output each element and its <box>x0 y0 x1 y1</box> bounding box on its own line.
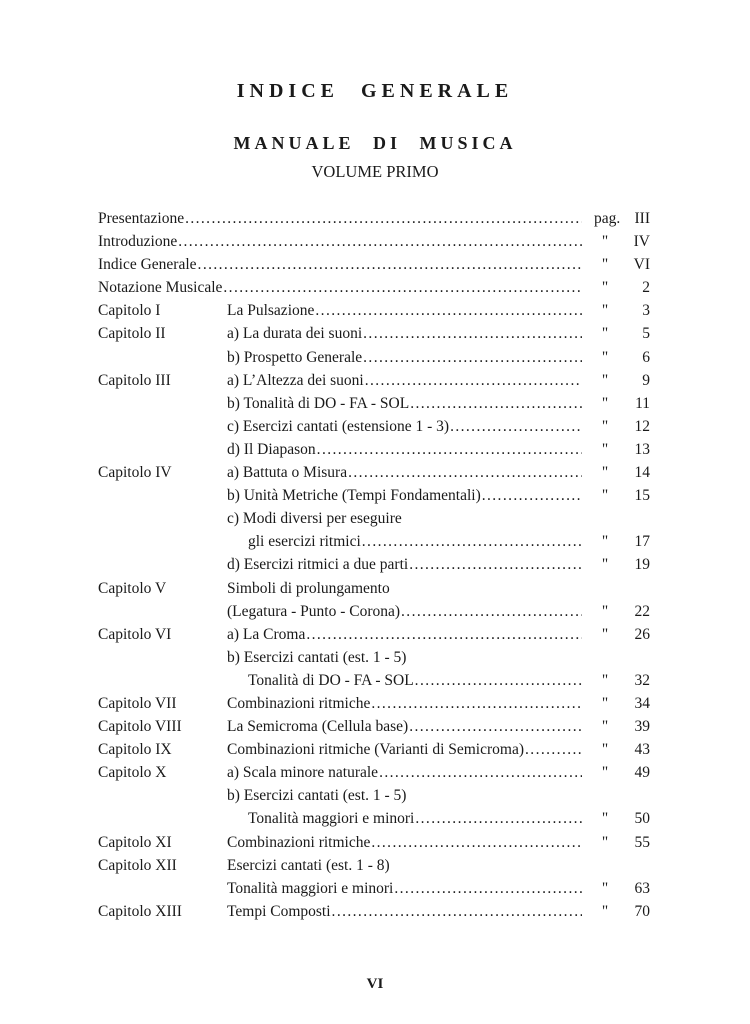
toc-entry-title: Tonalità maggiori e minori <box>227 879 394 897</box>
toc-row <box>0 299 750 322</box>
toc-page-number: 22 <box>634 602 650 620</box>
toc-page-number: 63 <box>634 879 650 897</box>
toc-page-number: 13 <box>634 440 650 458</box>
dot-leader <box>198 253 582 276</box>
toc-page-number: 19 <box>634 556 650 574</box>
toc-row <box>0 623 750 646</box>
toc-entry-title: (Legatura - Punto - Corona) <box>227 602 401 620</box>
toc-page-marker: " <box>601 348 609 366</box>
toc-entry <box>227 646 582 669</box>
toc-entry-title: gli esercizi ritmici <box>248 533 361 551</box>
toc-entry-title: a) La durata dei suoni <box>227 325 363 343</box>
toc-row <box>0 784 750 807</box>
toc-page-number: VI <box>633 256 650 274</box>
toc-page-marker: " <box>601 487 609 505</box>
toc-row <box>0 577 750 600</box>
toc-entry <box>98 230 582 253</box>
toc-entry <box>227 484 582 507</box>
toc-page-number: 32 <box>634 671 650 689</box>
toc-chapter-label: Capitolo VI <box>98 625 172 643</box>
toc-chapter-label: Capitolo XI <box>98 833 172 851</box>
toc-entry <box>227 877 582 900</box>
dot-leader <box>315 299 582 322</box>
toc-page-marker: " <box>601 810 609 828</box>
dot-leader <box>415 669 582 692</box>
toc-chapter-label: Capitolo II <box>98 325 166 343</box>
toc-entry-title: Presentazione <box>98 210 185 227</box>
dot-leader <box>450 415 582 438</box>
toc-row <box>0 553 750 576</box>
toc-entry <box>227 715 582 738</box>
toc-page-marker: " <box>601 602 609 620</box>
toc-entry <box>227 322 582 345</box>
toc-row <box>0 346 750 369</box>
dot-leader <box>401 600 582 623</box>
toc-row <box>0 715 750 738</box>
toc-row <box>0 738 750 761</box>
toc-row <box>0 854 750 877</box>
toc-entry <box>227 623 582 646</box>
toc-row <box>0 230 750 253</box>
toc-row <box>0 322 750 345</box>
toc-page-number: 50 <box>634 810 650 828</box>
toc-entry-title: Combinazioni ritmiche (Varianti di Semicroma) <box>227 741 525 759</box>
toc-row <box>0 669 750 692</box>
dot-leader <box>415 807 582 830</box>
toc-chapter-label: Capitolo XII <box>98 856 177 874</box>
toc-page-number: 55 <box>634 833 650 851</box>
toc-entry <box>227 507 582 530</box>
toc-page-marker: " <box>601 764 609 782</box>
toc-entry <box>227 738 582 761</box>
toc-entry-title: d) Il Diapason <box>227 440 316 458</box>
dot-leader <box>362 530 582 553</box>
toc-row <box>0 900 750 923</box>
toc-page-marker: " <box>601 417 609 435</box>
toc-row <box>0 761 750 784</box>
toc-page-marker: " <box>601 556 609 574</box>
volume-title: VOLUME PRIMO <box>311 162 439 181</box>
manual-title: MANUALE DI MUSICA <box>233 133 517 153</box>
toc-page-marker: " <box>601 371 609 389</box>
toc-entry <box>227 299 582 322</box>
toc-entry-title: d) Esercizi ritmici a due parti <box>227 556 409 574</box>
toc-page-marker: " <box>601 533 609 551</box>
toc-chapter-label: Capitolo V <box>98 579 167 597</box>
toc-row <box>0 877 750 900</box>
toc-entry-title: Notazione Musicale <box>98 279 223 297</box>
toc-entry <box>227 553 582 576</box>
toc-entry <box>227 600 582 623</box>
toc-row <box>0 507 750 530</box>
dot-leader <box>371 692 582 715</box>
toc-page-number: 43 <box>634 741 650 759</box>
toc-chapter-label: Capitolo IV <box>98 464 172 482</box>
toc-entry-title: b) Prospetto Generale <box>227 348 363 366</box>
toc-entry-title: a) L’Altezza dei suoni <box>227 371 364 389</box>
toc-entry <box>227 369 582 392</box>
dot-leader <box>482 484 582 507</box>
toc-row <box>0 646 750 669</box>
toc-page-number: 5 <box>642 325 650 343</box>
toc-chapter-label: Capitolo III <box>98 371 171 389</box>
toc-entry-title: La Pulsazione <box>227 302 315 320</box>
toc-entry <box>227 461 582 484</box>
toc-entry <box>227 415 582 438</box>
toc-entry-title: b) Esercizi cantati (est. 1 - 5) <box>227 648 407 666</box>
toc-page-number: 11 <box>635 394 650 412</box>
toc-page-marker: " <box>601 325 609 343</box>
dot-leader <box>394 877 582 900</box>
toc-page-marker: " <box>601 394 609 412</box>
toc-entry <box>248 807 582 830</box>
dot-leader <box>348 461 582 484</box>
toc-entry <box>227 392 582 415</box>
toc-row <box>0 461 750 484</box>
dot-leader <box>363 346 582 369</box>
toc-entry <box>227 900 582 923</box>
page-title: INDICE GENERALE <box>236 80 514 102</box>
toc-chapter-label: Capitolo I <box>98 302 161 320</box>
toc-entry <box>227 346 582 369</box>
toc-entry <box>248 669 582 692</box>
toc-page-number: III <box>634 210 650 227</box>
toc-entry-title: c) Esercizi cantati (estensione 1 - 3) <box>227 417 450 435</box>
toc-page-marker: " <box>601 233 609 251</box>
toc-entry-title: Esercizi cantati (est. 1 - 8) <box>227 856 390 874</box>
toc-row <box>0 253 750 276</box>
dot-leader <box>409 715 582 738</box>
toc-page-number: 26 <box>634 625 650 643</box>
toc-page-number: 2 <box>642 279 650 297</box>
toc-entry <box>227 577 582 600</box>
toc-page-marker: " <box>601 302 609 320</box>
toc-page-marker: " <box>601 694 609 712</box>
dot-leader <box>409 553 582 576</box>
toc-page-number: 3 <box>642 302 650 320</box>
toc-entry-title: b) Tonalità di DO - FA - SOL <box>227 394 410 412</box>
toc-row <box>0 369 750 392</box>
dot-leader <box>365 369 582 392</box>
toc-entry-title: b) Unità Metriche (Tempi Fondamentali) <box>227 487 481 505</box>
toc-page-marker: " <box>601 902 609 920</box>
toc-entry-title: La Semicroma (Cellula base) <box>227 718 409 736</box>
toc-entry-title: Tonalità di DO - FA - SOL <box>248 671 414 689</box>
toc-page-number: 70 <box>634 902 650 920</box>
toc-row <box>0 276 750 299</box>
toc-page-marker: " <box>601 718 609 736</box>
toc-entry <box>98 207 582 230</box>
toc-entry <box>227 761 582 784</box>
toc-entry <box>98 276 582 299</box>
toc-row <box>0 207 750 230</box>
toc-page-marker: " <box>601 671 609 689</box>
toc-entry <box>227 831 582 854</box>
dot-leader <box>223 276 582 299</box>
toc-page-number: 15 <box>634 487 650 505</box>
toc-entry-title: Tempi Composti <box>227 902 331 920</box>
toc-entry-title: Introduzione <box>98 233 178 251</box>
dot-leader <box>317 438 582 461</box>
toc-page-number: 34 <box>634 694 650 712</box>
table-of-contents <box>0 207 750 923</box>
toc-entry-title: Tonalità maggiori e minori <box>248 810 415 828</box>
toc-chapter-label: Capitolo XIII <box>98 902 182 920</box>
toc-page-number: 6 <box>642 348 650 366</box>
toc-chapter-label: Capitolo X <box>98 764 167 782</box>
dot-leader <box>306 623 582 646</box>
toc-entry <box>227 854 582 877</box>
toc-row <box>0 692 750 715</box>
dot-leader <box>363 322 582 345</box>
toc-entry-title: a) Battuta o Misura <box>227 464 348 482</box>
toc-chapter-label: Capitolo IX <box>98 741 172 759</box>
toc-page-marker: " <box>601 741 609 759</box>
toc-entry <box>227 784 582 807</box>
toc-entry-title: Combinazioni ritmiche <box>227 694 371 712</box>
toc-entry-title: c) Modi diversi per eseguire <box>227 510 402 528</box>
dot-leader <box>185 207 582 230</box>
toc-page-number: 49 <box>634 764 650 782</box>
toc-row <box>0 530 750 553</box>
toc-row <box>0 831 750 854</box>
toc-entry <box>227 692 582 715</box>
toc-page-marker: " <box>601 279 609 297</box>
toc-page-number: 17 <box>634 533 650 551</box>
toc-page-number: 14 <box>634 464 650 482</box>
toc-chapter-label: Capitolo VII <box>98 694 177 712</box>
toc-row <box>0 600 750 623</box>
dot-leader <box>371 831 582 854</box>
toc-row <box>0 415 750 438</box>
toc-page-number: 9 <box>642 371 650 389</box>
toc-page-number: 39 <box>634 718 650 736</box>
dot-leader <box>178 230 582 253</box>
toc-page-number: IV <box>633 233 650 251</box>
dot-leader <box>379 761 582 784</box>
toc-entry <box>248 530 582 553</box>
toc-page-number: 12 <box>634 417 650 435</box>
dot-leader <box>410 392 582 415</box>
toc-row <box>0 484 750 507</box>
toc-chapter-label: Capitolo VIII <box>98 718 182 736</box>
dot-leader <box>332 900 582 923</box>
toc-page-marker: " <box>601 879 609 897</box>
toc-entry-title: a) Scala minore naturale <box>227 764 379 782</box>
toc-entry-title: b) Esercizi cantati (est. 1 - 5) <box>227 787 407 805</box>
toc-entry-title: Indice Generale <box>98 256 197 274</box>
toc-page-marker: " <box>601 625 609 643</box>
toc-page-marker: " <box>601 833 609 851</box>
dot-leader <box>525 738 582 761</box>
page-number: VI <box>366 976 384 992</box>
toc-entry <box>98 253 582 276</box>
toc-row <box>0 807 750 830</box>
toc-entry <box>227 438 582 461</box>
toc-row <box>0 392 750 415</box>
toc-entry-title: a) La Croma <box>227 625 306 643</box>
toc-page-marker: " <box>601 440 609 458</box>
toc-page-marker: " <box>601 464 609 482</box>
toc-entry-title: Combinazioni ritmiche <box>227 833 371 851</box>
toc-page-marker: pag. <box>594 210 621 227</box>
toc-entry-title: Simboli di prolungamento <box>227 579 390 597</box>
toc-row <box>0 438 750 461</box>
toc-page-marker: " <box>601 256 609 274</box>
